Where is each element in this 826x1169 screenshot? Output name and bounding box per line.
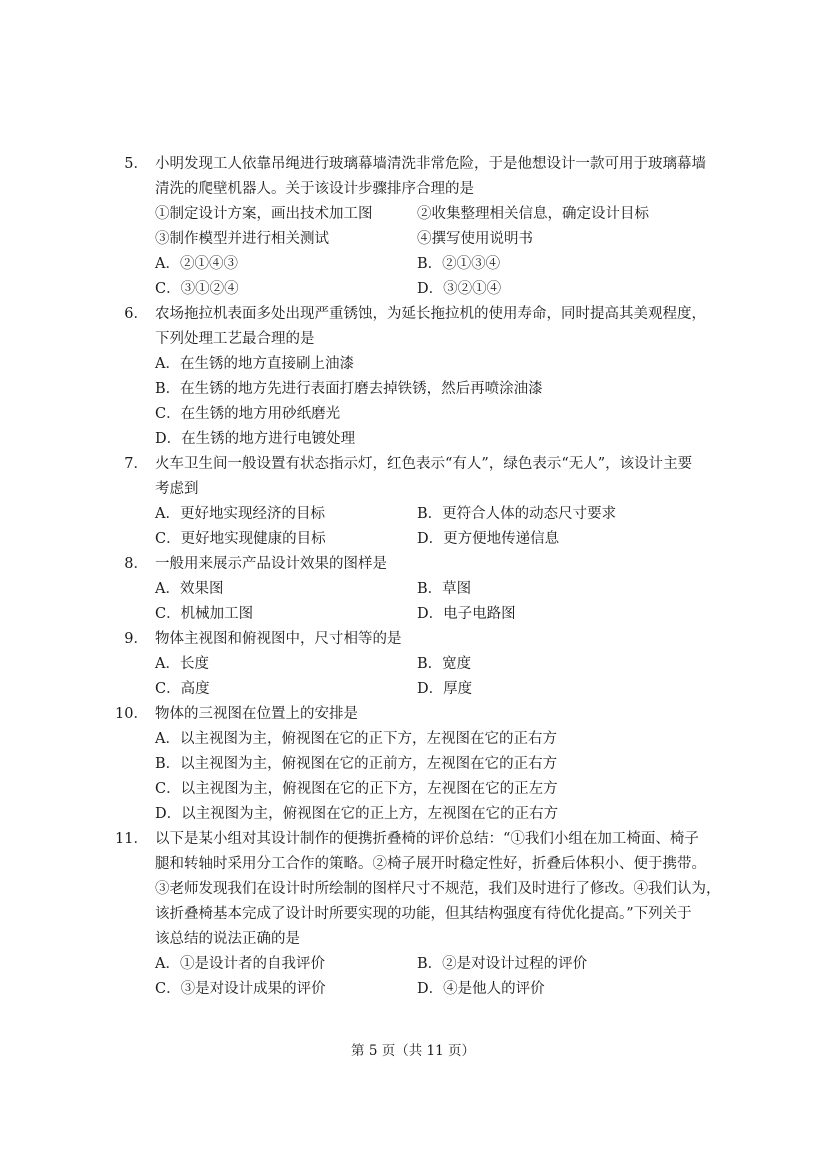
- question-stem-line: 一般用来展示产品设计效果的图样是: [155, 556, 387, 572]
- question-stem-line: 考虑到: [155, 481, 199, 497]
- question-stem-line: 该折叠椅基本完成了设计时所要实现的功能，但其结构强度有待优化提高。”下列关于: [155, 906, 692, 922]
- option-c[interactable]: C．③①②④: [155, 281, 239, 297]
- option-c[interactable]: C．在生锈的地方用砂纸磨光: [155, 406, 341, 422]
- option-d[interactable]: D．以主视图为主，俯视图在它的正上方，左视图在它的正右方: [155, 806, 559, 822]
- question-stem-line: 小明发现工人依靠吊绳进行玻璃幕墙清洗非常危险，于是他想设计一款可用于玻璃幕墙: [155, 156, 706, 172]
- option-a[interactable]: A．在生锈的地方直接刷上油漆: [155, 356, 354, 372]
- option-d[interactable]: D．厚度: [417, 681, 473, 697]
- option-d[interactable]: D．电子电路图: [417, 606, 516, 622]
- question-stem-line: 火车卫生间一般设置有状态指示灯，红色表示“有人”，绿色表示“无人”，该设计主要: [155, 456, 693, 472]
- question-stem-line: 以下是某小组对其设计制作的便携折叠椅的评价总结：“①我们小组在加工椅面、椅子: [155, 831, 699, 847]
- option-a[interactable]: A．②①④③: [155, 256, 238, 272]
- option-b[interactable]: B．②是对设计过程的评价: [417, 956, 588, 972]
- question-number: 5．: [124, 156, 148, 172]
- question-stem-line: ③老师发现我们在设计时所绘制的图样尺寸不规范，我们及时进行了修改。④我们认为，: [155, 881, 721, 897]
- option-b[interactable]: B．草图: [417, 581, 472, 597]
- option-d[interactable]: D．④是他人的评价: [417, 981, 545, 997]
- option-d[interactable]: D．更方便地传递信息: [417, 531, 560, 547]
- question-number: 7．: [124, 456, 148, 472]
- question-stem-line: 腿和转轴时采用分工合作的策略。②椅子展开时稳定性好，折叠后体积小、便于携带。: [155, 856, 706, 872]
- question-stem-line: 清洗的爬壁机器人。关于该设计步骤排序合理的是: [155, 181, 474, 197]
- option-b[interactable]: B．宽度: [417, 656, 472, 672]
- option-c[interactable]: C．以主视图为主，俯视图在它的正下方，左视图在它的正左方: [155, 781, 558, 797]
- question-stem-line: 物体主视图和俯视图中，尺寸相等的是: [155, 631, 402, 647]
- question-stem-line: 农场拖拉机表面多处出现严重锈蚀，为延长拖拉机的使用寿命，同时提高其美观程度，: [155, 306, 706, 322]
- option-a[interactable]: A．①是设计者的自我评价: [155, 956, 325, 972]
- step-item: ①制定设计方案，画出技术加工图: [155, 206, 373, 222]
- step-item: ②收集整理相关信息，确定设计目标: [417, 206, 649, 222]
- option-a[interactable]: A．效果图: [155, 581, 224, 597]
- option-b[interactable]: B．更符合人体的动态尺寸要求: [417, 506, 617, 522]
- option-c[interactable]: C．更好地实现健康的目标: [155, 531, 326, 547]
- step-item: ④撰写使用说明书: [417, 231, 533, 247]
- question-stem-line: 物体的三视图在位置上的安排是: [155, 706, 358, 722]
- question-stem-line: 该总结的说法正确的是: [155, 931, 300, 947]
- option-b[interactable]: B．②①③④: [417, 256, 501, 272]
- option-d[interactable]: D．在生锈的地方进行电镀处理: [155, 431, 356, 447]
- option-c[interactable]: C．机械加工图: [155, 606, 254, 622]
- option-a[interactable]: A．以主视图为主，俯视图在它的正下方，左视图在它的正右方: [155, 731, 557, 747]
- option-a[interactable]: A．更好地实现经济的目标: [155, 506, 325, 522]
- page-footer: 第 5 页（共 11 页）: [351, 1043, 475, 1059]
- option-c[interactable]: C．高度: [155, 681, 210, 697]
- question-number: 8．: [124, 556, 148, 572]
- option-a[interactable]: A．长度: [155, 656, 209, 672]
- option-b[interactable]: B．以主视图为主，俯视图在它的正前方，左视图在它的正右方: [155, 756, 558, 772]
- option-b[interactable]: B．在生锈的地方先进行表面打磨去掉铁锈，然后再喷涂油漆: [155, 381, 543, 397]
- question-number: 6．: [124, 306, 148, 322]
- question-stem-line: 下列处理工艺最合理的是: [155, 331, 315, 347]
- question-number: 9．: [124, 631, 148, 647]
- option-c[interactable]: C．③是对设计成果的评价: [155, 981, 326, 997]
- question-number: 11．: [115, 831, 148, 847]
- question-number: 10．: [115, 706, 148, 722]
- option-d[interactable]: D．③②①④: [417, 281, 502, 297]
- step-item: ③制作模型并进行相关测试: [155, 231, 329, 247]
